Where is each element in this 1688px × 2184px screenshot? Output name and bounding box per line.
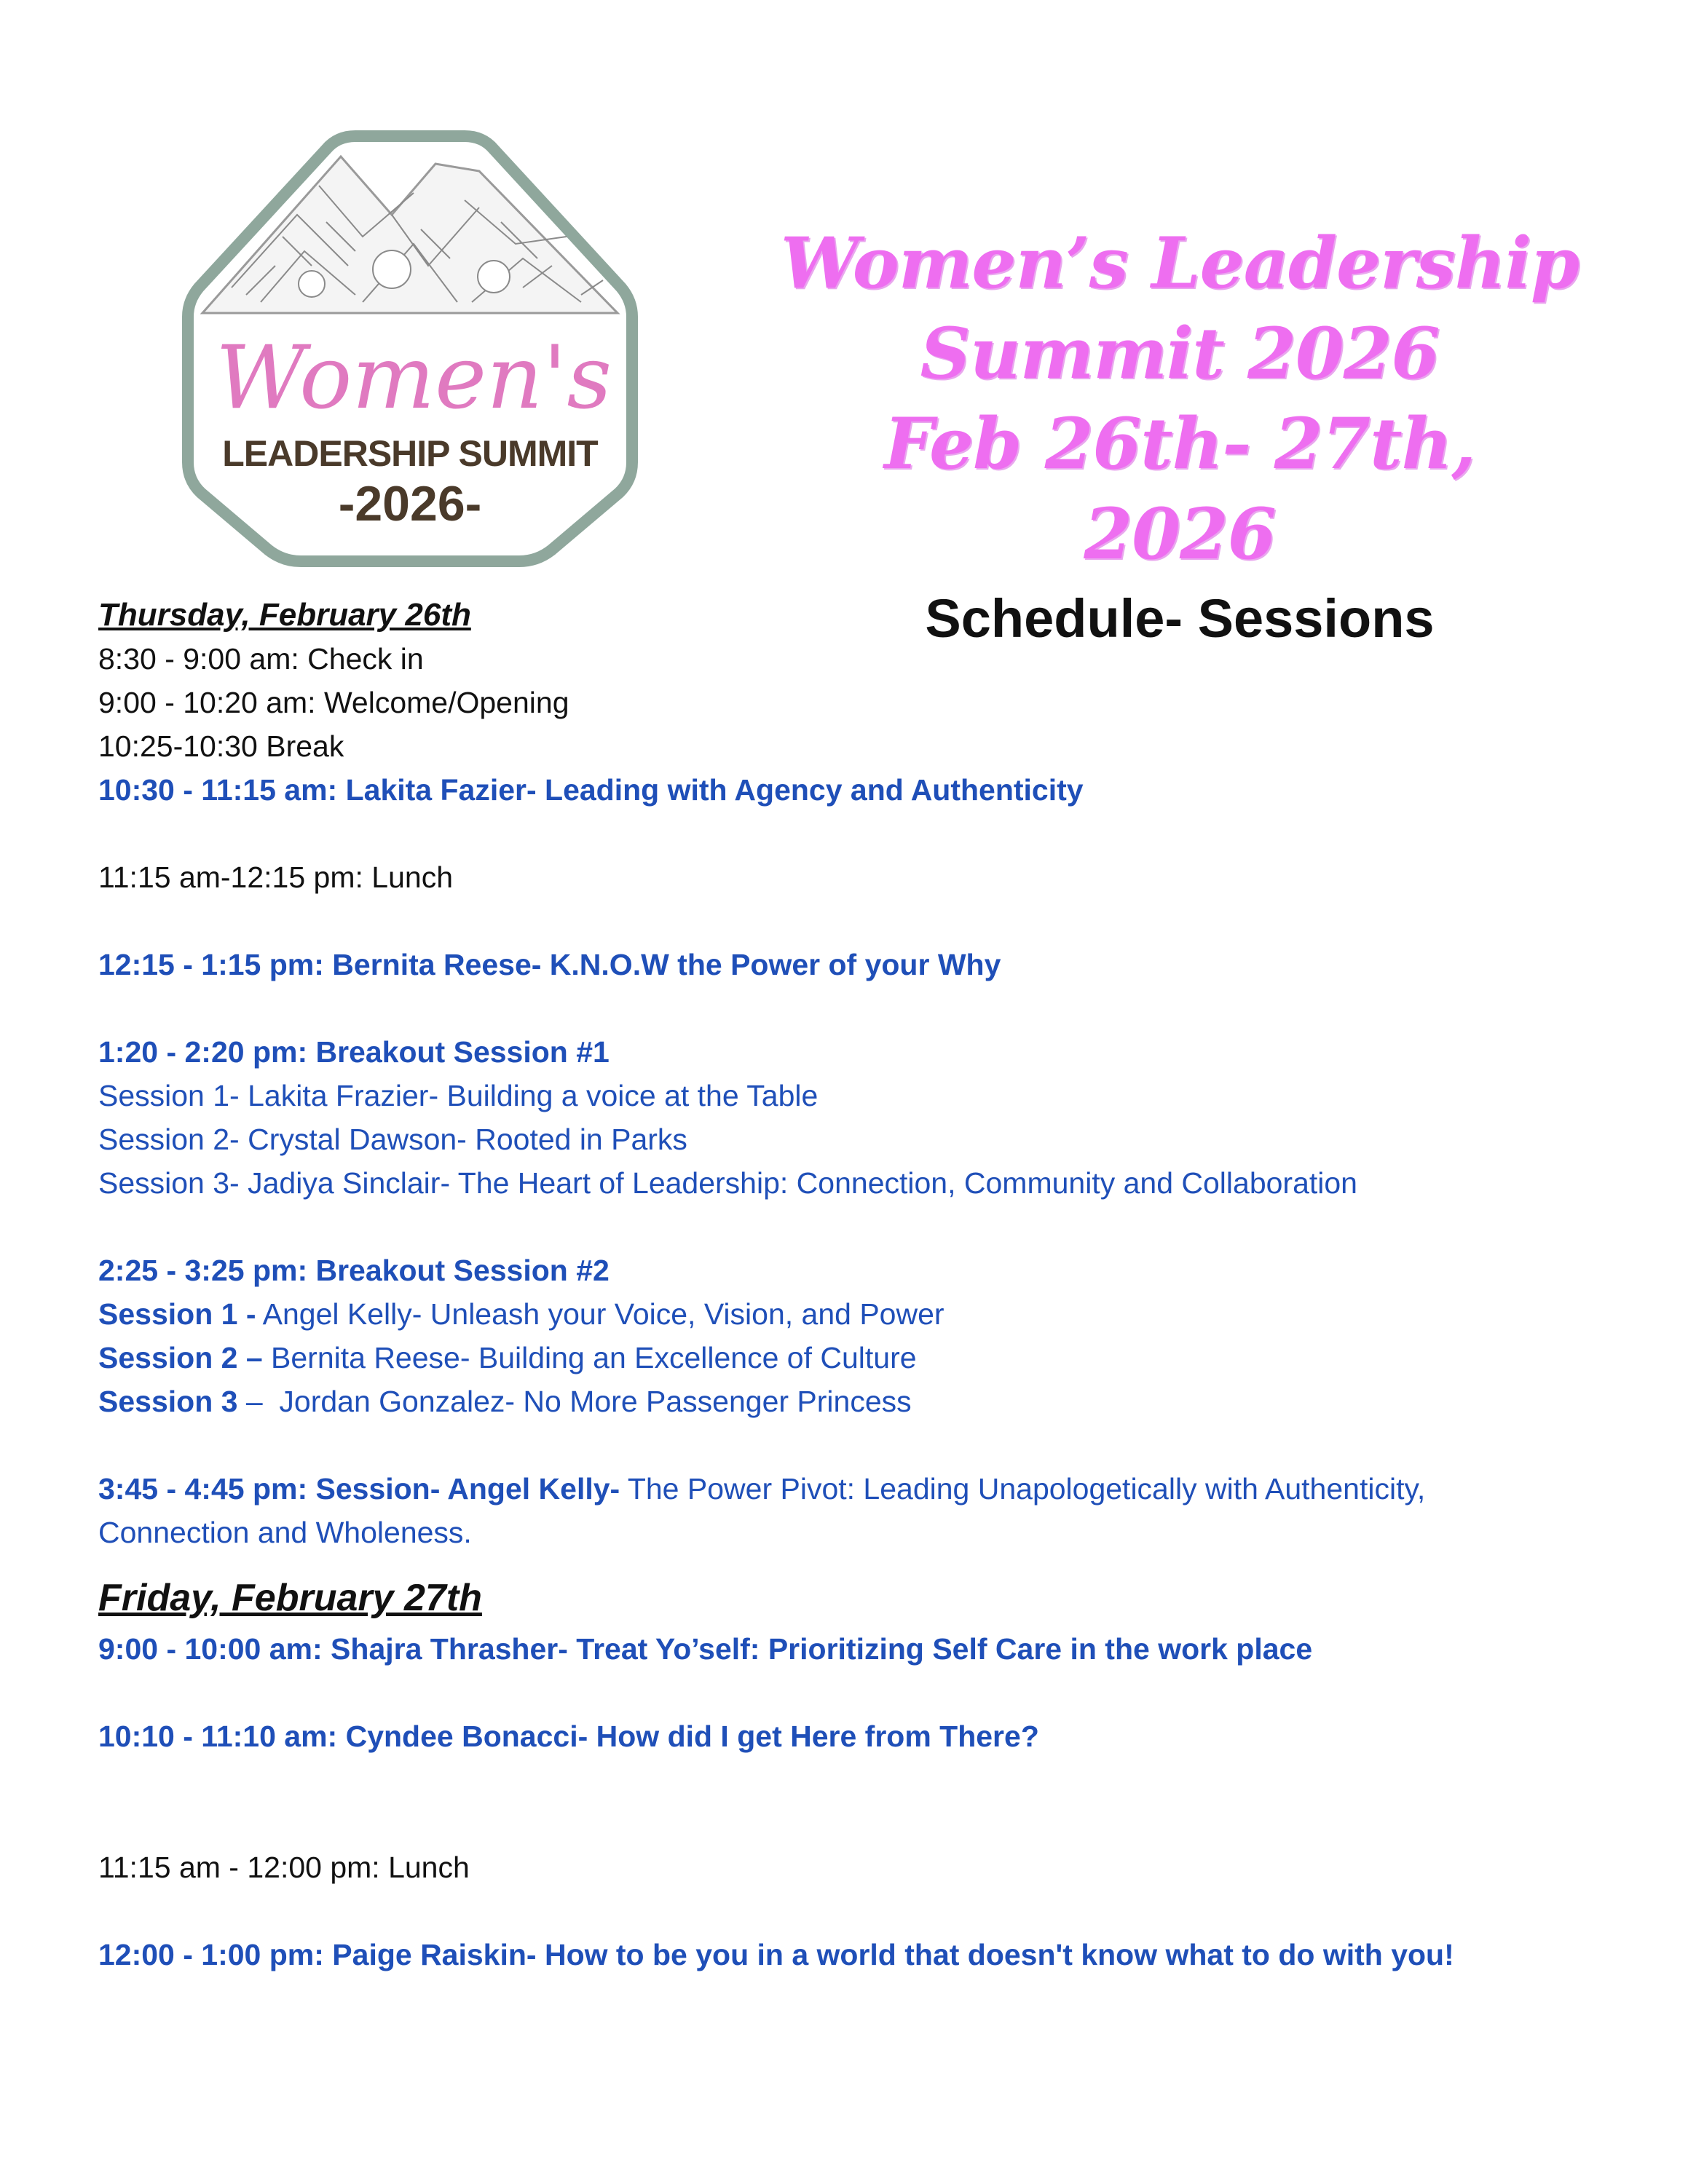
page-header — [779, 218, 1580, 655]
item-lunch-friday: 11:15 am - 12:00 pm: Lunch — [98, 1851, 470, 1884]
schedule-subtitle: Schedule- Sessions — [925, 588, 1435, 649]
item-break: 10:25-10:30 Break — [98, 729, 344, 763]
item-welcome: 9:00 - 10:20 am: Welcome/Opening — [98, 686, 569, 719]
closing-session — [98, 1467, 1628, 1511]
breakout-1-session-1: Session 1- Lakita Frazier- Building a voice at the Table — [98, 1079, 819, 1112]
session-label: Session 2 – — [98, 1341, 263, 1374]
title-line-3: Feb 26th- 27th, 2026 — [884, 403, 1475, 575]
session-text: Angel Kelly- Unleash your Voice, Vision, and Power — [256, 1297, 944, 1331]
breakout-2-session-3 — [98, 1380, 1628, 1423]
schedule-body — [98, 593, 1628, 1977]
breakout-1-session-2: Session 2- Crystal Dawson- Rooted in Parks — [98, 1123, 687, 1156]
logo-caps-text: LEADERSHIP SUMMIT — [222, 433, 598, 474]
friday-session-2: 10:10 - 11:10 am: Cyndee Bonacci- How did I get Here from There? — [98, 1720, 1039, 1753]
item-keynote-2: 12:15 - 1:15 pm: Bernita Reese- K.N.O.W the Power of your Why — [98, 948, 1001, 981]
session-text: – Jordan Gonzalez- No More Passenger Princess — [237, 1385, 912, 1418]
item-keynote-1: 10:30 - 11:15 am: Lakita Fazier- Leading with Agency and Authenticity — [98, 773, 1084, 807]
session-label: Session 1 - — [98, 1297, 256, 1331]
session-text: Bernita Reese- Building an Excellence of Culture — [262, 1341, 917, 1374]
closing-session-text: The Power Pivot: Leading Unapologetically with Authenticity, — [620, 1472, 1426, 1506]
breakout-1-session-3: Session 3- Jadiya Sinclair- The Heart of Leadership: Connection, Community and Collaboration — [98, 1166, 1357, 1200]
logo-script-text: Women's — [215, 328, 612, 429]
breakout-1-title: 1:20 - 2:20 pm: Breakout Session #1 — [98, 1035, 610, 1069]
day-heading-friday: Friday, February 27th — [98, 1577, 482, 1619]
breakout-2-session-1 — [98, 1292, 1628, 1336]
logo-year-text: -2026- — [338, 476, 482, 531]
item-lunch-thursday: 11:15 am-12:15 pm: Lunch — [98, 860, 453, 894]
closing-session-label: 3:45 - 4:45 pm: Session- Angel Kelly- — [98, 1472, 620, 1506]
title-line-2: Summit 2026 — [920, 312, 1440, 395]
day-heading-thursday: Thursday, February 26th — [98, 597, 471, 633]
friday-session-3: 12:00 - 1:00 pm: Paige Raiskin- How to be you in a world that doesn't know what to do with you! — [98, 1938, 1454, 1971]
item-checkin: 8:30 - 9:00 am: Check in — [98, 642, 424, 676]
friday-session-1: 9:00 - 10:00 am: Shajra Thrasher- Treat Yo’self: Prioritizing Self Care in the work place — [98, 1632, 1313, 1666]
breakout-2-session-2 — [98, 1336, 1628, 1380]
breakout-2-title: 2:25 - 3:25 pm: Breakout Session #2 — [98, 1254, 610, 1287]
summit-logo — [173, 120, 647, 571]
session-label: Session 3 — [98, 1385, 238, 1418]
closing-session-continued: Connection and Wholeness. — [98, 1516, 472, 1549]
title-line-1: Women’s Leadership — [780, 222, 1579, 304]
